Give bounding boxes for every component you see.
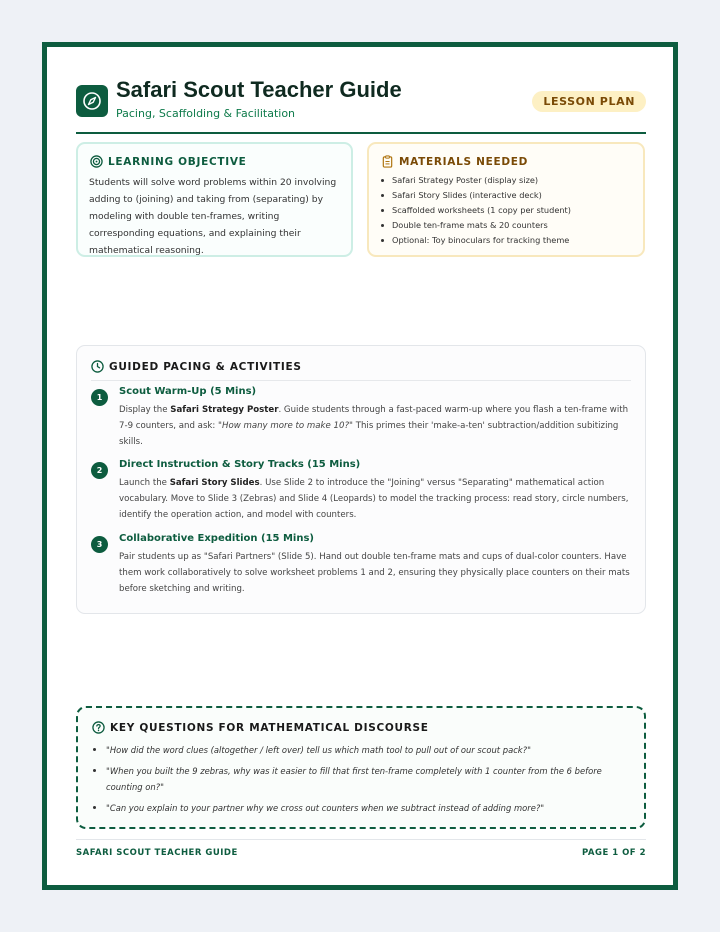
document-page: [42, 42, 678, 890]
step-number: 3: [91, 536, 108, 553]
step-title: Direct Instruction & Story Tracks (15 Mins): [119, 459, 361, 470]
lesson-plan-badge: LESSON PLAN: [532, 91, 646, 112]
materials-card: [367, 142, 645, 257]
page-number: PAGE 1 OF 2: [581, 848, 646, 858]
target-icon: [90, 155, 103, 168]
page-header: [76, 73, 646, 134]
list-item: Double ten-frame mats & 20 counters: [380, 218, 642, 233]
materials-heading: MATERIALS NEEDED: [381, 156, 528, 168]
learning-objective-heading: LEARNING OBJECTIVE: [90, 156, 247, 168]
step-description: Launch the Safari Story Slides. Use Slide 2 to introduce the "Joining" versus "Separating" mathematical action vocabulary. Move to Slide 3 (Zebras) and Slide 4 (Leopards) to model the tracking process: read story, circle numbers, identify the operation action, and model with counters.: [119, 478, 629, 520]
key-questions-card: [76, 706, 646, 829]
list-item: Scaffolded worksheets (1 copy per student): [380, 203, 642, 218]
learning-objective-card: [76, 142, 353, 257]
step-number: 2: [91, 462, 108, 479]
step-title: Collaborative Expedition (15 Mins): [119, 533, 314, 544]
key-questions-list: [92, 742, 632, 821]
list-item: Safari Strategy Poster (display size): [380, 173, 642, 188]
materials-list: [380, 173, 642, 248]
page-subtitle: Pacing, Scaffolding & Facilitation: [116, 107, 296, 120]
page-footer: [76, 839, 646, 858]
learning-objective-text: Students will solve word problems within 20 involving adding to (joining) and taking from (separating) by modeling with double ten-frames, writing corresponding equations, and explaining their mathematical reasoning.: [89, 177, 337, 256]
key-questions-heading: KEY QUESTIONS FOR MATHEMATICAL DISCOURSE: [92, 722, 429, 734]
step-description: Pair students up as "Safari Partners" (Slide 5). Hand out double ten-frame mats and cups of dual-color counters. Have them work collaboratively to solve worksheet problems 1 and 2, ensuring they physically place counters on their mats before sketching and writing.: [119, 552, 630, 594]
clipboard-icon: [381, 155, 394, 168]
list-item: Safari Story Slides (interactive deck): [380, 188, 642, 203]
divider: [91, 380, 631, 381]
list-item: "Can you explain to your partner why we cross out counters when we subtract instead of adding more?": [92, 800, 632, 816]
compass-icon: [76, 85, 108, 117]
step-title: Scout Warm-Up (5 Mins): [119, 386, 257, 397]
page-title: Safari Scout Teacher Guide: [116, 77, 402, 102]
question-circle-icon: [92, 721, 105, 734]
guided-pacing-card: [76, 345, 646, 614]
list-item: "How did the word clues (altogether / left over) tell us which math tool to pull out of our scout pack?": [92, 742, 632, 758]
guided-pacing-heading: GUIDED PACING & ACTIVITIES: [91, 361, 302, 373]
step-number: 1: [91, 389, 108, 406]
list-item: Optional: Toy binoculars for tracking theme: [380, 233, 642, 248]
footer-title: SAFARI SCOUT TEACHER GUIDE: [76, 848, 238, 858]
clock-icon: [91, 360, 104, 373]
list-item: "When you built the 9 zebras, why was it easier to fill that first ten-frame completely with 1 counter from the 6 before counting on?": [92, 763, 632, 795]
step-description: Display the Safari Strategy Poster. Guide students through a fast-paced warm-up where you flash a ten-frame with 7-9 counters, and ask: "How many more to make 10?" This primes their 'make-a-ten' subtraction/addition subitizing skills.: [119, 405, 629, 447]
